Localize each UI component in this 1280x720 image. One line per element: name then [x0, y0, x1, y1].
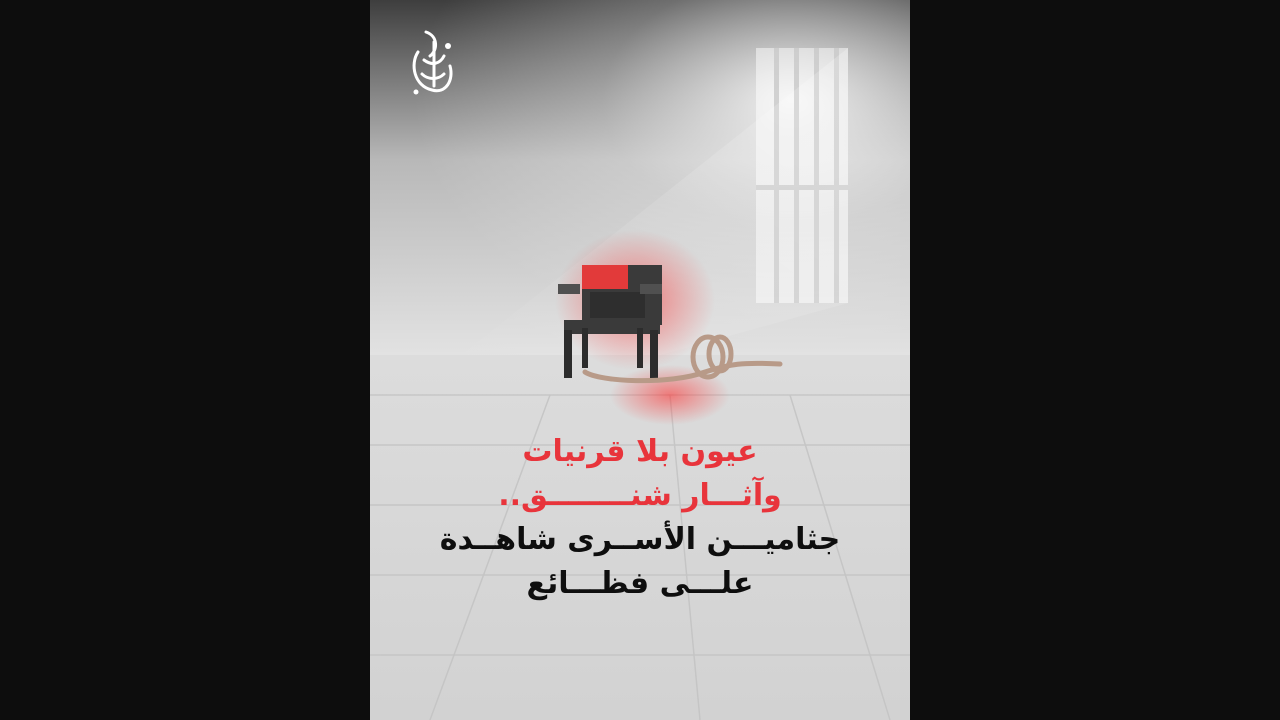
headline-line-3: جثاميـــن الأســرى شاهــدة: [439, 522, 841, 557]
headline-line-1: عيون بلا قرنيات: [522, 434, 758, 469]
poster: [370, 0, 910, 720]
prison-room-scene: [370, 0, 910, 720]
headline-line-2: وآثـــار شنــــــــق..: [498, 478, 782, 513]
headline-line-4: علـــى فظـــائع: [526, 566, 754, 601]
headline: [370, 430, 910, 606]
aljazeera-logo-icon: [404, 26, 460, 102]
